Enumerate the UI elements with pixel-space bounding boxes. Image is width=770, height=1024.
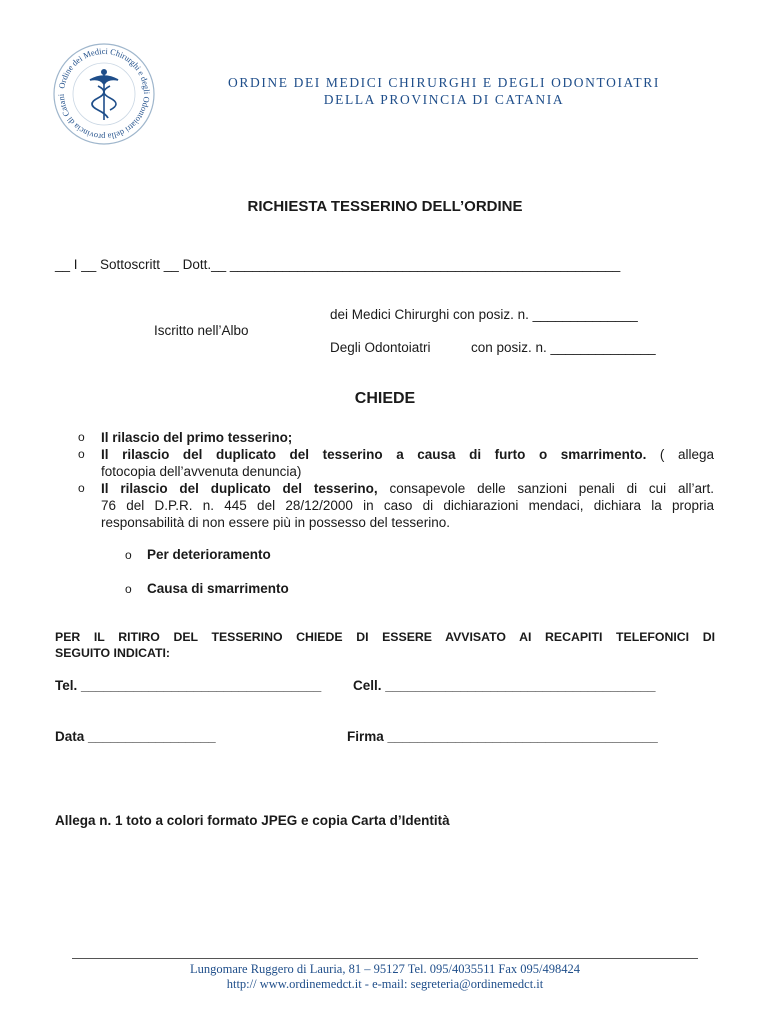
option-duplicato-tesserino-line2: 76 del D.P.R. n. 445 del 28/12/2000 in caso di dichiarazioni mendaci, dichiara la propria [101,498,714,513]
option-duplicato-furto-bold: Il rilascio del duplicato del tesserino a causa di furto o smarrimento. [101,447,647,462]
checkbox-bullet[interactable]: o [125,548,132,562]
seal-text: Ordine dei Medici Chirurghi e degli Odontoiatri della provincia di Catani [56,46,152,142]
option-duplicato-furto [101,446,714,463]
footer-address: Lungomare Ruggero di Lauria, 81 – 95127 Tel. 095/4035511 Fax 095/498424 [189,962,581,976]
checkbox-bullet[interactable]: o [125,582,132,596]
albo-odontoiatri-label: Degli Odontoiatri [330,340,431,355]
albo-medici-field[interactable]: dei Medici Chirurghi con posiz. n. ______________ [330,307,638,322]
chiede-heading: CHIEDE [354,390,416,407]
sottoscritto-field[interactable]: __ I __ Sottoscritt __ Dott.__ ____________________________________________________ [55,257,621,272]
option-duplicato-tesserino [101,480,714,497]
order-name-line2: DELLA PROVINCIA DI CATANIA [323,92,565,107]
albo-odontoiatri-field[interactable]: con posiz. n. ______________ [471,340,656,355]
footer-divider [72,958,698,959]
ritiro-instruction-line1: PER IL RITIRO DEL TESSERINO CHIEDE DI ESSERE AVVISATO AI RECAPITI TELEFONICI DI [55,630,715,644]
footer-web-email[interactable]: http:// www.ordinemedct.it - e-mail: segreteria@ordinemedct.it [226,977,544,991]
cell-field[interactable]: Cell. ____________________________________ [353,678,656,693]
caduceus-icon [90,70,118,120]
option-duplicato-tesserino-bold: Il rilascio del duplicato del tesserino, [101,481,378,496]
checkbox-bullet[interactable]: o [78,481,85,495]
allega-note: Allega n. 1 toto a colori formato JPEG e copia Carta d’Identità [55,813,450,828]
iscritto-albo-label: Iscritto nell’Albo [154,323,249,338]
option-duplicato-furto-line2: fotocopia dell’avvenuta denuncia) [101,464,302,479]
option-duplicato-tesserino-rest: consapevole delle sanzioni penali di cui all’art. [377,481,714,496]
tel-field[interactable]: Tel. ________________________________ [55,678,322,693]
document-title: RICHIESTA TESSERINO DELL’ORDINE [247,198,523,215]
firma-field[interactable]: Firma ____________________________________ [347,729,658,744]
order-seal-logo [52,42,156,146]
checkbox-bullet[interactable]: o [78,447,85,461]
ritiro-instruction-line2: SEGUITO INDICATI: [55,646,171,660]
option-primo-tesserino: Il rilascio del primo tesserino; [101,430,293,445]
sub-option-smarrimento: Causa di smarrimento [147,581,289,596]
data-field[interactable]: Data _________________ [55,729,216,744]
checkbox-bullet[interactable]: o [78,430,85,444]
sub-option-deterioramento: Per deterioramento [147,547,271,562]
option-duplicato-furto-rest: ( allega [646,447,715,462]
order-name-line1: ORDINE DEI MEDICI CHIRURGHI E DEGLI ODONTOIATRI [228,75,660,90]
option-duplicato-tesserino-line3: responsabilità di non essere più in possesso del tesserino. [101,515,450,530]
